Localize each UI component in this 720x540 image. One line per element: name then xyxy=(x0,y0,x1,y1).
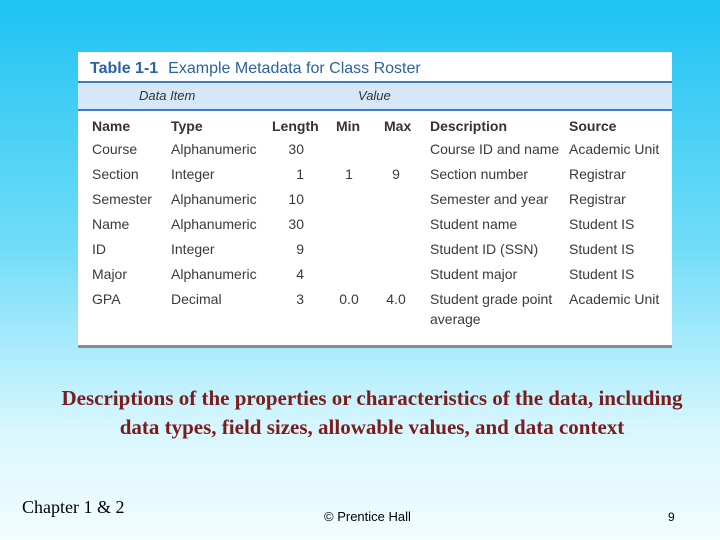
cell-name: Semester xyxy=(92,191,152,207)
cell-name: Section xyxy=(92,166,139,182)
cell-type: Alphanumeric xyxy=(171,191,257,207)
table-row xyxy=(78,214,672,239)
cell-length: 30 xyxy=(288,216,304,232)
footer-page-number: 9 xyxy=(668,510,675,524)
cell-max: 9 xyxy=(392,166,400,182)
cell-type: Decimal xyxy=(171,291,222,307)
header-max: Max xyxy=(384,118,412,134)
cell-description: Semester and year xyxy=(430,191,549,207)
header-name: Name xyxy=(92,118,131,134)
header-type: Type xyxy=(171,118,203,134)
cell-type: Alphanumeric xyxy=(171,216,257,232)
table-grid xyxy=(78,114,672,333)
table-header-row xyxy=(78,114,672,139)
metadata-table-figure xyxy=(78,52,672,348)
cell-type: Alphanumeric xyxy=(171,266,257,282)
table-rule-bottom xyxy=(78,109,672,111)
cell-name: Name xyxy=(92,216,130,232)
cell-max: 4.0 xyxy=(386,291,406,307)
group-header-row xyxy=(78,83,672,109)
header-length: Length xyxy=(272,118,319,134)
cell-length: 10 xyxy=(288,191,304,207)
table-title xyxy=(90,57,421,81)
table-row xyxy=(78,139,672,164)
cell-length: 4 xyxy=(296,266,304,282)
table-row xyxy=(78,289,672,333)
cell-description: Student ID (SSN) xyxy=(430,241,539,257)
cell-source: Student IS xyxy=(569,266,635,282)
cell-source: Student IS xyxy=(569,216,635,232)
cell-description: Student major xyxy=(430,266,518,282)
table-label: Table 1-1 xyxy=(90,60,159,77)
cell-description: Section number xyxy=(430,166,529,182)
cell-source: Academic Unit xyxy=(569,291,660,307)
table-row xyxy=(78,264,672,289)
header-min: Min xyxy=(336,118,361,134)
table-row xyxy=(78,239,672,264)
cell-type: Integer xyxy=(171,241,215,257)
footer-chapter: Chapter 1 & 2 xyxy=(22,497,125,517)
table-row xyxy=(78,189,672,214)
cell-type: Alphanumeric xyxy=(171,141,257,157)
cell-length: 30 xyxy=(288,141,304,157)
cell-name: GPA xyxy=(92,291,121,307)
cell-length: 9 xyxy=(296,241,304,257)
footer-copyright: © Prentice Hall xyxy=(324,509,411,524)
cell-source: Student IS xyxy=(569,241,635,257)
header-description: Description xyxy=(430,118,508,134)
cell-name: Course xyxy=(92,141,138,157)
cell-name: ID xyxy=(92,241,106,257)
cell-description: Course ID and name xyxy=(430,141,560,157)
cell-name: Major xyxy=(92,266,128,282)
group-value: Value xyxy=(358,88,391,103)
cell-length: 3 xyxy=(296,291,304,307)
cell-description: Student grade point average xyxy=(430,291,553,327)
cell-min: 0.0 xyxy=(339,291,359,307)
header-source: Source xyxy=(569,118,617,134)
cell-min: 1 xyxy=(345,166,353,182)
cell-source: Registrar xyxy=(569,191,626,207)
cell-description: Student name xyxy=(430,216,518,232)
cell-source: Registrar xyxy=(569,166,626,182)
group-data-item: Data Item xyxy=(139,88,196,103)
cell-type: Integer xyxy=(171,166,215,182)
cell-length: 1 xyxy=(296,166,304,182)
table-row xyxy=(78,164,672,189)
table-title-text: Example Metadata for Class Roster xyxy=(168,60,421,77)
cell-source: Academic Unit xyxy=(569,141,660,157)
slide-caption: Descriptions of the properties or characteristics of the data, including data types, field sizes, allowable values, and data context xyxy=(61,386,683,439)
